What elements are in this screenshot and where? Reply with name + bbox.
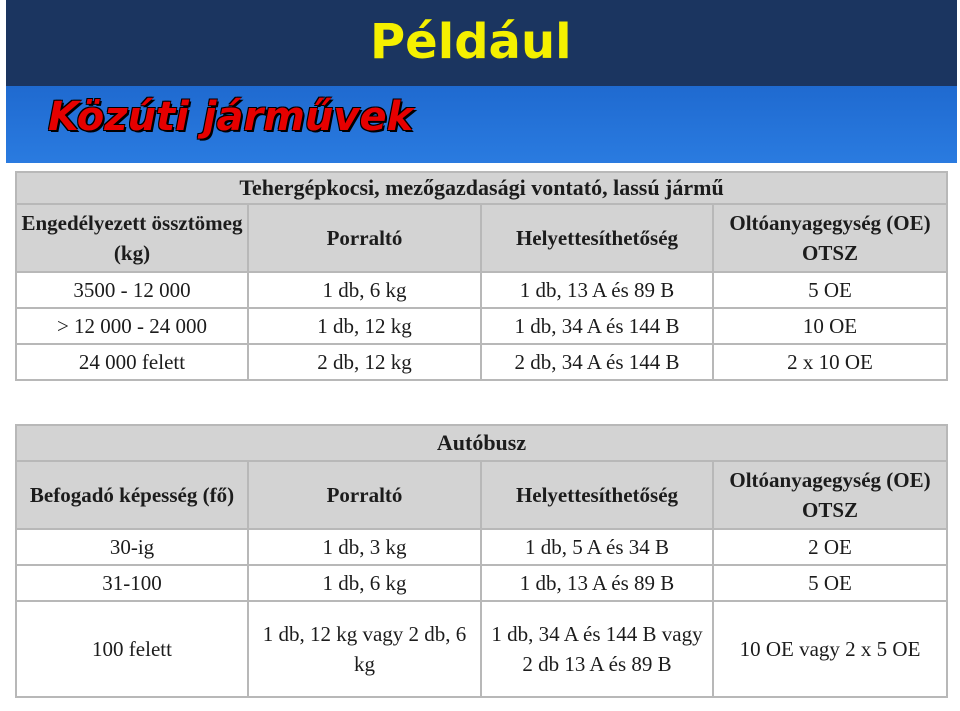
bus-extinguisher-table <box>15 424 948 698</box>
table-cell: 1 db, 13 A és 89 B <box>481 272 713 308</box>
table-cell: 1 db, 34 A és 144 B <box>481 308 713 344</box>
table-cell: 1 db, 6 kg <box>248 272 481 308</box>
header-cell: Helyettesíthetőség <box>481 461 713 529</box>
table-cell: 1 db, 13 A és 89 B <box>481 565 713 601</box>
table-cell: 24 000 felett <box>16 344 248 380</box>
table-header-row <box>16 461 947 529</box>
table-cell: 10 OE <box>713 308 947 344</box>
table-cell: 1 db, 3 kg <box>248 529 481 565</box>
table-cell: 31-100 <box>16 565 248 601</box>
header-cell: Oltóanyagegység (OE) OTSZ <box>713 461 947 529</box>
table-row <box>16 601 947 697</box>
table-cell: 100 felett <box>16 601 248 697</box>
table-cell: 5 OE <box>713 565 947 601</box>
header-cell: Porraltó <box>248 461 481 529</box>
table-caption-row <box>16 425 947 461</box>
header-cell: Porraltó <box>248 204 481 272</box>
table-cell: 3500 - 12 000 <box>16 272 248 308</box>
table-caption-row <box>16 172 947 204</box>
table-row <box>16 272 947 308</box>
table-row <box>16 529 947 565</box>
table-cell: 10 OE vagy 2 x 5 OE <box>713 601 947 697</box>
slide-subtitle: Közúti járművek <box>48 94 414 140</box>
table-cell: 2 db, 34 A és 144 B <box>481 344 713 380</box>
table-cell: 2 x 10 OE <box>713 344 947 380</box>
slide-title: Például <box>370 14 572 70</box>
table-cell: 1 db, 6 kg <box>248 565 481 601</box>
table-caption: Autóbusz <box>16 425 947 461</box>
header-cell: Befogadó képesség (fő) <box>16 461 248 529</box>
table-cell: 2 db, 12 kg <box>248 344 481 380</box>
header-cell: Oltóanyagegység (OE) OTSZ <box>713 204 947 272</box>
table-row <box>16 308 947 344</box>
table-cell: 1 db, 12 kg vagy 2 db, 6 kg <box>248 601 481 697</box>
table-cell: 1 db, 34 A és 144 B vagy 2 db 13 A és 89 B <box>481 601 713 697</box>
table-header-row <box>16 204 947 272</box>
table-cell: 5 OE <box>713 272 947 308</box>
header-cell: Helyettesíthetőség <box>481 204 713 272</box>
table-cell: 2 OE <box>713 529 947 565</box>
table-cell: 1 db, 12 kg <box>248 308 481 344</box>
table-caption: Tehergépkocsi, mezőgazdasági vontató, lassú jármű <box>16 172 947 204</box>
truck-extinguisher-table <box>15 171 948 381</box>
table-row <box>16 565 947 601</box>
table-row <box>16 344 947 380</box>
header-cell: Engedélyezett össztömeg (kg) <box>16 204 248 272</box>
table-cell: 30-ig <box>16 529 248 565</box>
table-cell: > 12 000 - 24 000 <box>16 308 248 344</box>
table-cell: 1 db, 5 A és 34 B <box>481 529 713 565</box>
